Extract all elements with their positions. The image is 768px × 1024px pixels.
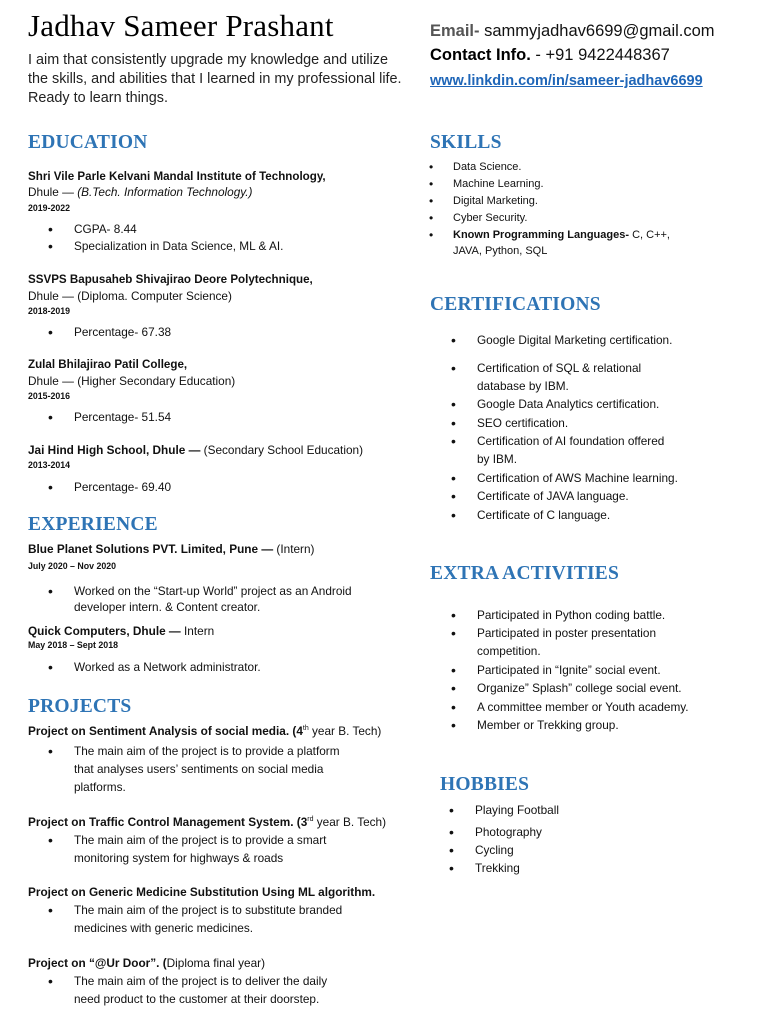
edu-4-years: 2013-2014 xyxy=(28,460,71,470)
proj-1-sup: th xyxy=(302,725,309,733)
exp-2-bullet: • Worked as a Network administrator. xyxy=(74,660,261,674)
education-heading: EDUCATION xyxy=(28,132,148,153)
extra-item: • Participated in poster presentation xyxy=(477,626,656,640)
exp-2-dates: May 2018 – Sept 2018 xyxy=(28,640,118,650)
proj-3-bullet: • The main aim of the project is to substitute branded xyxy=(74,903,342,917)
skill-item: • Machine Learning. xyxy=(453,178,544,190)
exp-1-role: (Intern) xyxy=(276,542,315,556)
contact-label: Contact Info. xyxy=(430,46,531,64)
skill-languages-value: C, C++, xyxy=(629,229,670,241)
extra-item-cont: competition. xyxy=(477,644,541,658)
cert-item: • Google Digital Marketing certification. xyxy=(477,333,672,347)
proj-1-title: Project on Sentiment Analysis of social media. (4 xyxy=(28,724,303,738)
edu-3-institution: Zulal Bhilajirao Patil College, xyxy=(28,358,188,371)
exp-1-bullet: • Worked on the “Start-up World” project as an Android xyxy=(74,584,352,598)
hobby-item: • Playing Football xyxy=(475,803,559,817)
exp-2-line xyxy=(28,624,214,638)
edu-3-degree-line xyxy=(28,374,235,388)
proj-2-bullet: • The main aim of the project is to provide a smart xyxy=(74,833,326,847)
cert-item: • Google Data Analytics certification. xyxy=(477,397,659,411)
edu-2-institution: SSVPS Bapusaheb Shivajirao Deore Polytechnique, xyxy=(28,273,313,286)
edu-1-years: 2019-2022 xyxy=(28,203,71,213)
exp-2-role: Intern xyxy=(184,624,215,638)
cert-item: • Certification of AI foundation offered xyxy=(477,434,664,448)
extra-activities-heading: EXTRA ACTIVITIES xyxy=(430,563,620,584)
extra-item: • Participated in Python coding battle. xyxy=(477,608,665,622)
certifications-heading: CERTIFICATIONS xyxy=(430,294,601,315)
proj-3-bullet-cont: medicines with generic medicines. xyxy=(74,921,253,935)
exp-2-org: Quick Computers, Dhule — xyxy=(28,624,185,638)
proj-2-bullet-cont: monitoring system for highways & roads xyxy=(74,851,284,865)
phone-value: - +91 9422448367 xyxy=(530,46,670,64)
email-line xyxy=(430,22,715,41)
edu-2-degree: (Diploma. Computer Science) xyxy=(77,289,232,303)
extra-item: • Organize” Splash” college social event. xyxy=(477,681,682,695)
skill-languages-cont: JAVA, Python, SQL xyxy=(453,245,548,257)
cert-item-cont: database by IBM. xyxy=(477,379,569,393)
proj-2-sup: rd xyxy=(307,816,314,824)
cert-item: • Certification of AWS Machine learning. xyxy=(477,471,678,485)
proj-4-bullet: • The main aim of the project is to deliver the daily xyxy=(74,974,327,988)
exp-1-dates: July 2020 – Nov 2020 xyxy=(28,561,117,571)
cert-item: • Certificate of C language. xyxy=(477,508,610,522)
skill-item: • Digital Marketing. xyxy=(453,195,538,207)
summary-text: I aim that consistently upgrade my knowledge and utilize the skills, and abilities that I learned in my professional life. Ready to learn things. xyxy=(28,52,402,106)
proj-1-bullet-cont-1: that analyses users’ sentiments on social media xyxy=(74,762,324,776)
proj-2-title: Project on Traffic Control Management System. (3 xyxy=(28,815,308,829)
candidate-name: Jadhav Sameer Prashant xyxy=(28,8,334,43)
email-value: sammyjadhav6699@gmail.com xyxy=(479,22,715,40)
extra-item: • Member or Trekking group. xyxy=(477,718,619,732)
exp-1-org: Blue Planet Solutions PVT. Limited, Pune — xyxy=(28,542,277,556)
edu-3-place: Dhule — xyxy=(28,374,78,388)
edu-2-bullet-1: • Percentage- 67.38 xyxy=(74,325,171,339)
proj-4-title-line xyxy=(28,956,265,970)
edu-1-bullet-1: • CGPA- 8.44 xyxy=(74,222,137,236)
proj-1-tail: year B. Tech) xyxy=(308,724,382,738)
skill-item: • Data Science. xyxy=(453,161,521,173)
cert-item: • Certification of SQL & relational xyxy=(477,361,641,375)
skills-heading: SKILLS xyxy=(430,132,502,153)
proj-2-title-line xyxy=(28,815,386,829)
proj-1-title-line xyxy=(28,724,381,738)
edu-2-years: 2018-2019 xyxy=(28,306,71,316)
proj-1-bullet-cont-2: platforms. xyxy=(74,780,126,794)
edu-1-institution: Shri Vile Parle Kelvani Mandal Institute of Technology, xyxy=(28,170,326,183)
edu-1-bullet-2: • Specialization in Data Science, ML & AI. xyxy=(74,239,283,253)
proj-2-tail: year B. Tech) xyxy=(313,815,387,829)
skill-languages xyxy=(453,229,670,241)
edu-4-line xyxy=(28,443,363,457)
proj-4-bullet-cont: need product to the customer at their doorstep. xyxy=(74,992,320,1006)
proj-3-title: Project on Generic Medicine Substitution Using ML algorithm. xyxy=(28,885,376,899)
exp-1-line xyxy=(28,542,314,556)
edu-1-degree-line xyxy=(28,185,253,199)
edu-4-institution: Jai Hind High School, Dhule — xyxy=(28,443,204,457)
cert-item: • SEO certification. xyxy=(477,416,568,430)
extra-item: • Participated in “Ignite” social event. xyxy=(477,663,661,677)
hobby-item: • Cycling xyxy=(475,843,514,857)
proj-4-tail: Diploma final year) xyxy=(166,956,266,970)
edu-1-place: Dhule — xyxy=(28,185,78,199)
edu-3-degree: (Higher Secondary Education) xyxy=(77,374,236,388)
linkedin-link[interactable]: www.linkdin.com/in/sameer-jadhav6699 xyxy=(430,73,703,89)
edu-4-bullet-1: • Percentage- 69.40 xyxy=(74,480,171,494)
edu-4-degree: (Secondary School Education) xyxy=(203,443,364,457)
skill-item: • Cyber Security. xyxy=(453,212,527,224)
experience-heading: EXPERIENCE xyxy=(28,514,158,535)
edu-1-degree: (B.Tech. Information Technology.) xyxy=(77,185,253,199)
hobby-item: • Photography xyxy=(475,825,542,839)
cert-item: • Certificate of JAVA language. xyxy=(477,489,629,503)
edu-2-degree-line xyxy=(28,289,232,303)
linkedin-line xyxy=(430,71,703,90)
phone-line xyxy=(430,46,670,65)
email-label: Email- xyxy=(430,22,480,40)
edu-3-years: 2015-2016 xyxy=(28,391,71,401)
skill-languages-label: Known Programming Languages- xyxy=(453,229,630,241)
hobby-item: • Trekking xyxy=(475,861,520,875)
edu-3-bullet-1: • Percentage- 51.54 xyxy=(74,410,171,424)
cert-item-cont: by IBM. xyxy=(477,452,517,466)
proj-1-bullet: • The main aim of the project is to provide a platform xyxy=(74,744,340,758)
proj-4-title: Project on “@Ur Door”. ( xyxy=(28,956,167,970)
extra-item: • A committee member or Youth academy. xyxy=(477,700,689,714)
proj-3-title-line xyxy=(28,885,375,899)
exp-1-bullet-cont: developer intern. & Content creator. xyxy=(74,600,261,614)
projects-heading: PROJECTS xyxy=(28,696,132,717)
hobbies-heading: HOBBIES xyxy=(440,774,530,795)
edu-2-place: Dhule — xyxy=(28,289,78,303)
